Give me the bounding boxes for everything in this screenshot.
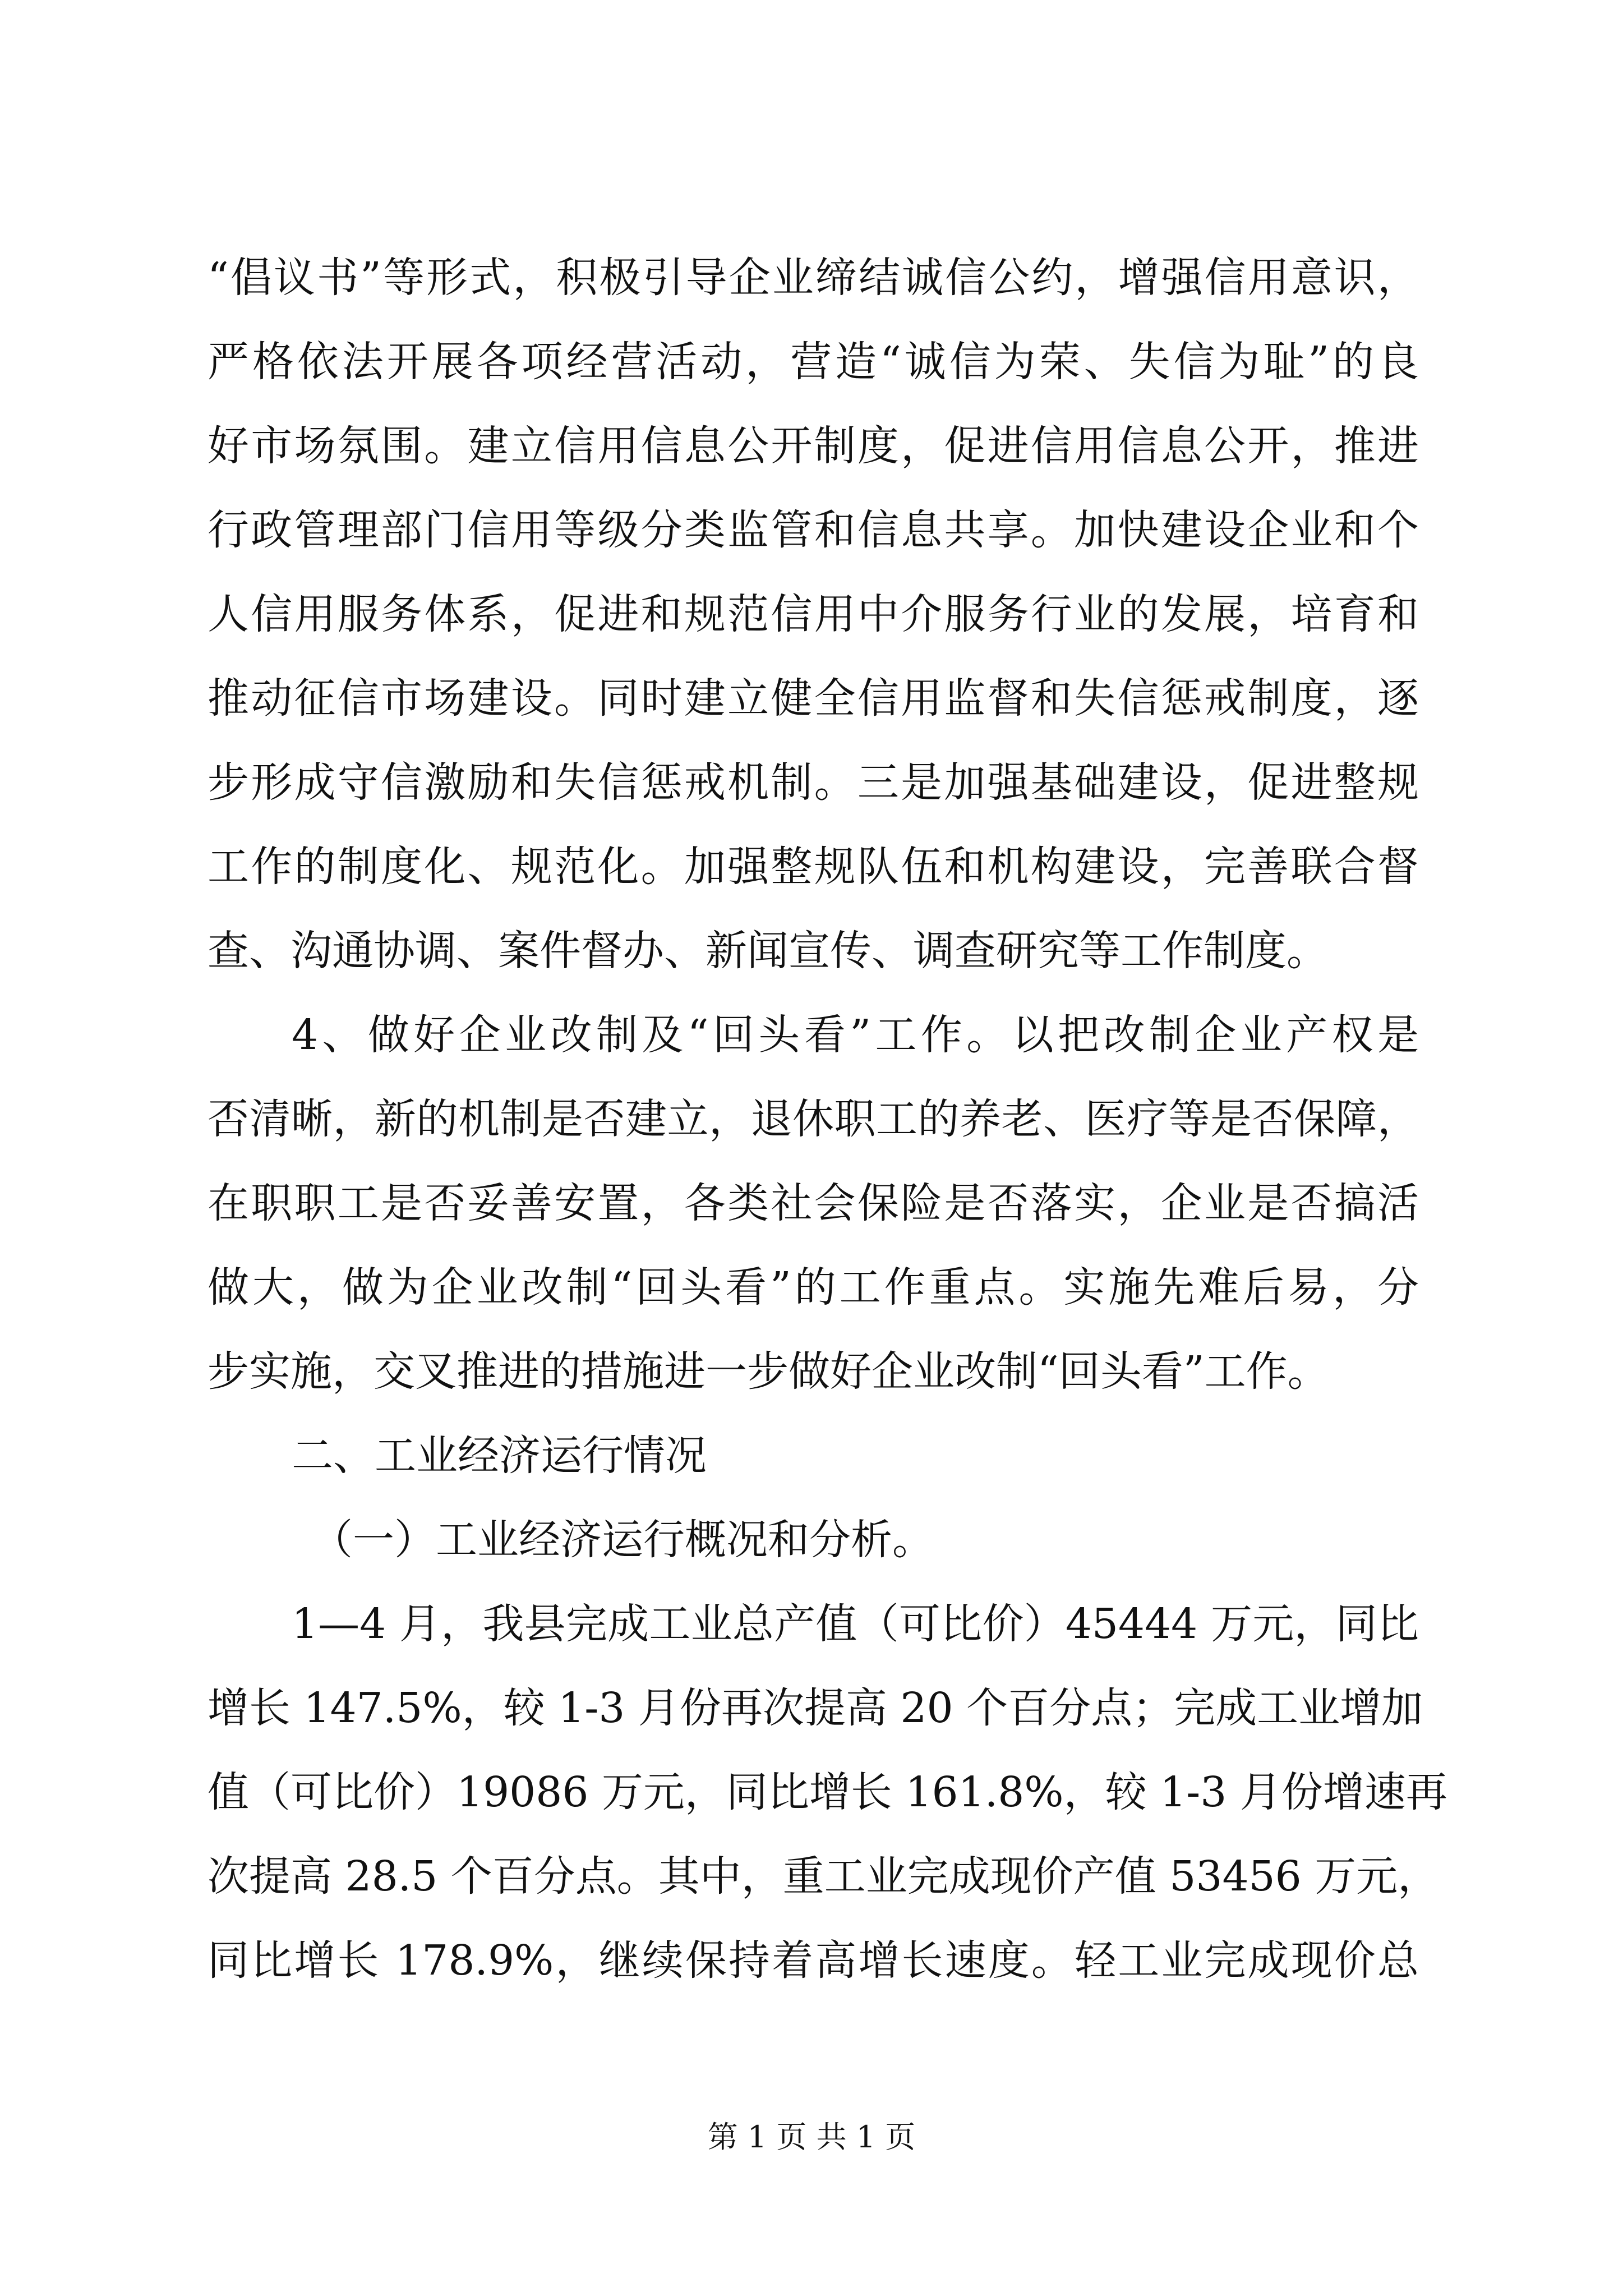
text-line: 工作的制度化、规范化。加强整规队伍和机构建设，完善联合督: [208, 843, 1419, 891]
text-line: 严格依法开展各项经营活动，营造“诚信为荣、失信为耻”的良: [208, 338, 1419, 386]
page-footer: 第 1 页 共 1 页: [707, 2119, 916, 2155]
text-line: 查、沟通协调、案件督办、新闻宣传、调查研究等工作制度。: [208, 927, 1328, 975]
text-line: 1—4 月，我县完成工业总产值（可比价）45444 万元，同比: [292, 1600, 1419, 1648]
text-line: 次提高 28.5 个百分点。其中，重工业完成现价产值 53456 万元，: [208, 1852, 1440, 1901]
text-line: 人信用服务体系，促进和规范信用中介服务行业的发展，培育和: [208, 590, 1419, 638]
text-line: 做大，做为企业改制“回头看”的工作重点。实施先难后易，分: [208, 1263, 1419, 1312]
text-line: 值（可比价）19086 万元，同比增长 161.8%，较 1-3 月份增速再: [208, 1768, 1447, 1816]
text-line: 步形成守信激励和失信惩戒机制。三是加强基础建设，促进整规: [208, 758, 1419, 807]
text-line: “倡议书”等形式，积极引导企业缔结诚信公约，增强信用意识，: [208, 254, 1419, 302]
text-line: 推动征信市场建设。同时建立健全信用监督和失信惩戒制度，逐: [208, 674, 1419, 723]
section-heading: 二、工业经济运行情况: [292, 1432, 707, 1480]
text-line: 好市场氛围。建立信用信息公开制度，促进信用信息公开，推进: [208, 422, 1419, 470]
text-line: 否清晰，新的机制是否建立，退休职工的养老、医疗等是否保障，: [208, 1095, 1419, 1143]
text-line: 同比增长 178.9%，继续保持着高增长速度。轻工业完成现价总: [208, 1936, 1419, 1985]
text-line: 步实施，交叉推进的措施进一步做好企业改制“回头看”工作。: [208, 1347, 1329, 1396]
text-line: 在职职工是否妥善安置，各类社会保险是否落实，企业是否搞活: [208, 1179, 1419, 1227]
document-body: [208, 236, 1447, 2003]
text-line: 4、做好企业改制及“回头看”工作。以把改制企业产权是: [292, 1011, 1419, 1059]
subsection-heading: （一）工业经济运行概况和分析。: [311, 1516, 934, 1564]
text-line: 行政管理部门信用等级分类监管和信息共享。加快建设企业和个: [208, 506, 1419, 554]
text-line: 增长 147.5%，较 1-3 月份再次提高 20 个百分点；完成工业增加: [208, 1684, 1423, 1732]
